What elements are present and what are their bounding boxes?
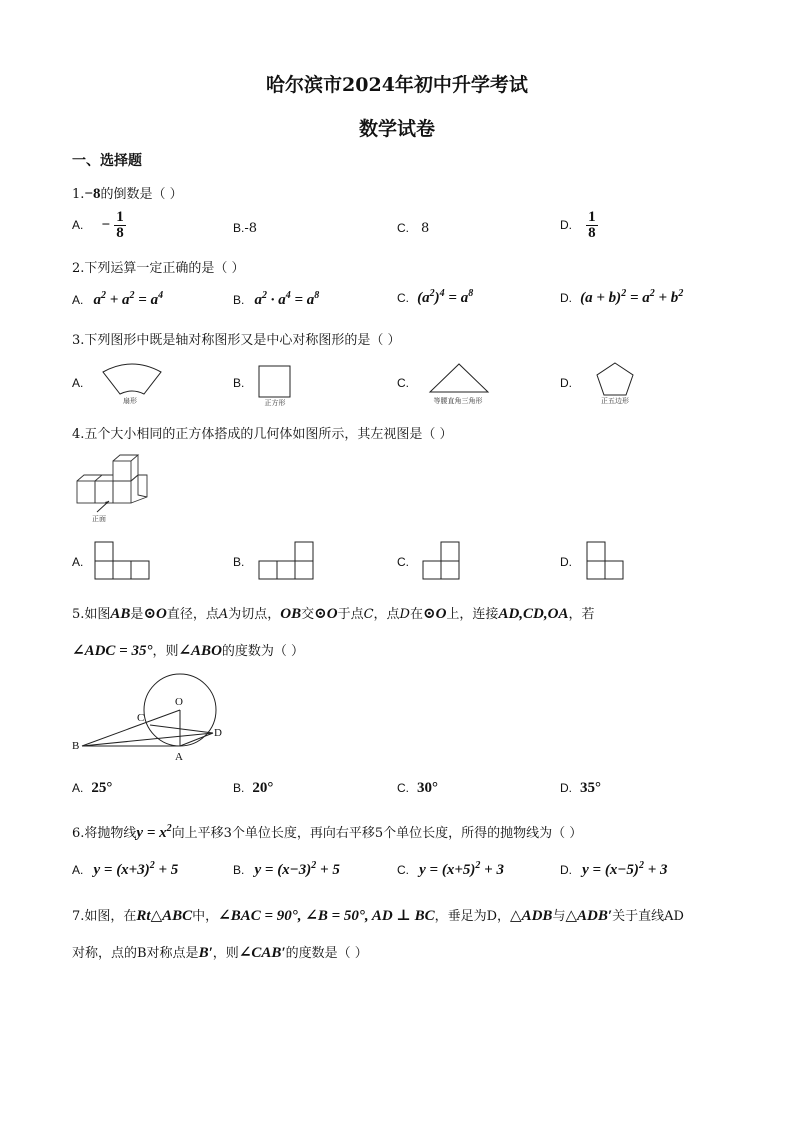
point-d-label: D bbox=[214, 727, 222, 739]
q4-option-d[interactable]: D. bbox=[560, 555, 572, 569]
q6-option-a[interactable]: A. $y = (x+3)^2 + 5$ bbox=[72, 860, 179, 878]
q3-option-c[interactable]: C. bbox=[397, 376, 409, 390]
q1-option-c[interactable]: C. 8 bbox=[397, 221, 430, 236]
q4-view-c bbox=[422, 541, 462, 581]
q5-option-d[interactable]: D. 35° bbox=[560, 780, 601, 796]
fraction: $\frac{1}{8}$ bbox=[116, 209, 124, 241]
q3-option-a[interactable]: A. bbox=[72, 376, 84, 390]
q4-option-a[interactable]: A. bbox=[72, 555, 84, 569]
fraction: $\frac{1}{8}$ bbox=[588, 209, 596, 241]
q3-option-b[interactable]: B. bbox=[233, 376, 245, 390]
question-4: 4.五个大小相同的正方体搭成的几何体如图所示，其左视图是（ ） bbox=[72, 427, 453, 442]
sector-caption: 扇形 bbox=[123, 397, 137, 405]
circle-tangent-figure bbox=[70, 676, 240, 768]
q5-option-c[interactable]: C. 30° bbox=[397, 780, 438, 796]
pentagon-figure bbox=[596, 362, 634, 396]
q4-option-b[interactable]: B. bbox=[233, 555, 245, 569]
q3-option-d[interactable]: D. bbox=[560, 376, 572, 390]
page-title: 哈尔滨市2024年初中升学考试 bbox=[266, 74, 528, 96]
q2-option-d[interactable]: D. $(a + b)^2 = a^2 + b^2$ bbox=[560, 288, 684, 306]
page-subtitle: 数学试卷 bbox=[358, 118, 435, 140]
question-2: 2.下列运算一定正确的是（ ） bbox=[72, 261, 245, 276]
section-heading: 一、选择题 bbox=[72, 153, 142, 169]
q6-option-c[interactable]: C. $y = (x+5)^2 + 3$ bbox=[397, 860, 504, 878]
q2-option-a[interactable]: A. $a^2 + a^2 = a^4$ bbox=[72, 290, 164, 308]
question-7-line2: 对称，点的B对称点是B′，则∠CAB′的度数是（ ） bbox=[72, 945, 368, 961]
square-caption: 正方形 bbox=[264, 399, 286, 407]
q5-option-b[interactable]: B. 20° bbox=[233, 780, 274, 796]
cube-stack-figure bbox=[75, 455, 155, 519]
point-a-label: A bbox=[175, 751, 183, 763]
q4-option-c[interactable]: C. bbox=[397, 555, 409, 569]
question-5-line1: 5.如图AB是⊙O直径，点A为切点，OB交⊙O于点C，点D在⊙O上，连接AD,CD,OA，若 bbox=[72, 606, 595, 622]
q4-view-a bbox=[94, 541, 152, 581]
point-c-label: C bbox=[137, 712, 145, 724]
point-b-label: B bbox=[72, 740, 80, 752]
question-6: 6.将抛物线$y = x^2$向上平移3个单位长度，再向右平移5个单位长度，所得的抛物线为（ ） bbox=[72, 823, 583, 841]
q2-option-c[interactable]: C. $(a^2)^4 = a^8$ bbox=[397, 288, 474, 306]
q6-option-b[interactable]: B. $y = (x-3)^2 + 5$ bbox=[233, 860, 340, 878]
q1-option-b[interactable]: B.-8 bbox=[233, 221, 258, 236]
q1-option-a[interactable]: A. − $\frac{1}{8}$ bbox=[72, 209, 124, 241]
q6-option-d[interactable]: D. $y = (x-5)^2 + 3$ bbox=[560, 860, 668, 878]
q2-option-b[interactable]: B. $a^2 \cdot a^4 = a^8$ bbox=[233, 290, 320, 308]
pentagon-caption: 正五边形 bbox=[601, 397, 629, 405]
sector-figure bbox=[100, 360, 164, 396]
q4-view-d bbox=[586, 541, 626, 581]
question-3: 3.下列图形中既是轴对称图形又是中心对称图形的是（ ） bbox=[72, 333, 401, 348]
triangle-figure bbox=[428, 362, 490, 394]
front-label: 正面 bbox=[92, 515, 106, 523]
question-1: 1.−8的倒数是（ ） bbox=[72, 186, 183, 202]
q5-option-a[interactable]: A. 25° bbox=[72, 780, 113, 796]
question-7-line1: 7.如图，在Rt△ABC中，∠BAC = 90°, ∠B = 50°, AD ⊥ BC，垂足为D，△ADB与△ADB′关于直线AD bbox=[72, 908, 684, 924]
square-figure bbox=[258, 365, 292, 399]
question-5-line2: ∠ADC = 35°，则∠ABO的度数为（ ） bbox=[72, 643, 305, 659]
q1-option-d[interactable]: D. $\frac{1}{8}$ bbox=[560, 209, 596, 241]
point-o-label: O bbox=[175, 696, 183, 708]
triangle-caption: 等腰直角三角形 bbox=[433, 397, 483, 405]
q4-view-b bbox=[258, 541, 316, 581]
